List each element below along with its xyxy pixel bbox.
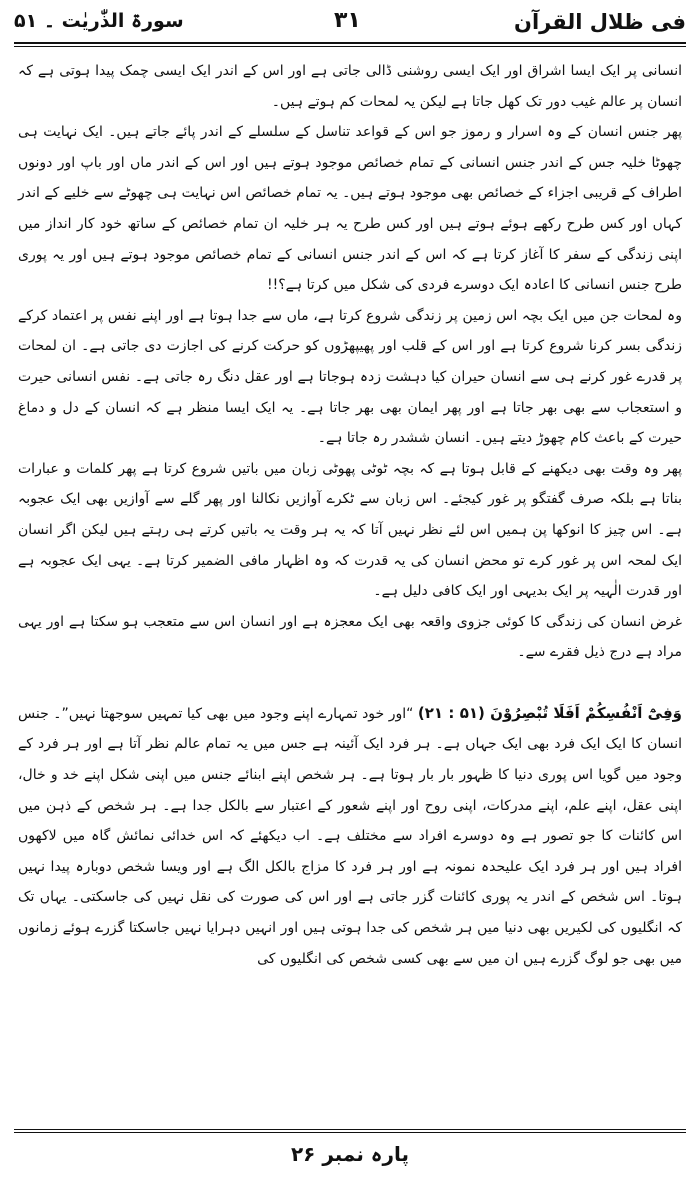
footer-rule [14, 1129, 686, 1130]
page-number: ۳۱ [334, 8, 361, 33]
surah-name: سورۃ الذّٰریٰت ۔ ۵۱ [14, 10, 184, 32]
ayah-paragraph [18, 698, 682, 974]
spacer [18, 668, 682, 698]
ayah-commentary: “اور خود تمہارے اپنے وجود میں بھی کیا تمہیں سوجھتا نہیں”۔ جنس انسان کا ایک ایک فرد بھی ایک جہاں ہے۔ ہر فرد ایک آئینہ ہے جس میں یہ تمام عالم نظر آتا ہے اور ہر فرد کے وجود میں گویا اس پوری دنیا کا ظہور بار بار ہوتا ہے۔ ہر شخص اپنے ابنائے جنس میں اپنی شکل اپنے خد و خال، اپنی عقل، اپنے علم، اپنے مدرکات، اپنی روح اور اپنے شعور کے اعتبار سے بالکل جدا ہے۔ ہر شخص کے ذہن میں اس کائنات کا جو تصور ہے وہ دوسرے افراد سے مختلف ہے۔ اب دیکھئے کہ اس خدائی نمائش گاہ میں لاکھوں افراد ہیں اور ہر فرد ایک علیحدہ نمونہ ہے اور ہر فرد کا مزاج بالکل الگ ہے اور ویسا شخص دوبارہ پیدا نہیں ہوتا۔ اس شخص کے اندر یہ پوری کائنات گزر جاتی ہے اور اس کی صورت کی نقل نہیں کی جاسکتی۔ یہاں تک کہ انگلیوں کی لکیریں بھی دنیا میں ہر شخص کی جدا ہوتی ہیں اور انہیں دہرایا نہیں جاسکتا گزرے ہوئے زمانوں میں بھی جو لوگ گزرے ہیں ان میں سے بھی کسی شخص کی انگلیوں کی [18, 705, 682, 967]
quran-ayah: وَفِیْٓ اَنْفُسِکُمْ اَفَلَا تُبْصِرُوْنَ (۵۱ : ۲۱) [417, 703, 683, 722]
paragraph: انسانی پر ایک ایسا اشراق اور ایک ایسی روشنی ڈالی جاتی ہے اور اس کے اندر ایک ایسی چمک پیدا ہوتی ہے کہ انسان پر عالم غیب دور تک کھل جاتا ہے لیکن یہ لمحات کم ہوتے ہیں۔ [18, 63, 682, 110]
page-header [14, 4, 686, 42]
paragraph: پھر جنس انسان کے وہ اسرار و رموز جو اس کے قواعد تناسل کے سلسلے کے اندر پائے جاتے ہیں۔ ایک نہایت ہی چھوٹا خلیہ جس کے اندر جنس انسانی کے تمام خصائص موجود ہوتے ہیں اور اس کے اندر ماں اور باپ اور دونوں اطراف کے قریبی اجزاء کے خصائص بھی موجود ہوتے ہیں۔ یہ تمام خصائص اس نہایت ہی چھوٹے سے خلیے کے اندر کہاں اور کس طرح رکھے ہوئے ہوتے ہیں اور کس طرح یہ ہر خلیہ ان تمام خصائص کے ساتھ خود کار انداز میں اپنی زندگی کے سفر کا آغاز کرتا ہے کہ اس کے اندر جنس انسانی کے تمام خصائص موجود ہوتے ہیں اور یہ پوری طرح جنس انسانی کا اعادہ ایک دوسرے فردی کی شکل میں کرتا ہے؟!! [18, 124, 682, 294]
paragraph: غرض انسان کی زندگی کا کوئی جزوی واقعہ بھی ایک معجزہ ہے اور انسان اس سے متعجب ہو سکتا ہے اور یہی مراد ہے درج ذیل فقرے سے۔ [18, 613, 682, 661]
body-text [18, 56, 682, 974]
paragraph: پھر وہ وقت بھی دیکھنے کے قابل ہوتا ہے کہ بچہ ٹوٹی پھوٹی زبان میں باتیں شروع کرتا ہے پھر کلمات و عبارات بناتا ہے بلکہ صرف گفتگو پر غور کیجئے۔ اس زبان سے ٹکرے آوازیں نکالنا اور پھر گلے سے آوازیں بھی ایک عجوبہ ہے۔ اس چیز کا انوکھا پن ہمیں اس لئے نظر نہیں آتا کہ یہ ہر وقت یہ باتیں کرتے ہی رہتے ہیں لیکن اگر انسان ایک لمحہ اس پر غور کرے تو محض انسان کی یہ قدرت کہ وہ اظہار مافی الضمیر کرتا ہے۔ یہی ایک عجوبہ ہے اور قدرت الٰہیہ پر ایک بدیہی اور ایک کافی دلیل ہے۔ [18, 460, 682, 600]
book-title: فی ظلال القرآن [514, 10, 686, 34]
header-rule-thin [14, 46, 686, 47]
footer-rule-thin [14, 1132, 686, 1133]
header-rule [14, 42, 686, 44]
paragraph: وہ لمحات جن میں ایک بچہ اس زمین پر زندگی شروع کرتا ہے، ماں سے جدا ہوتا ہے اور اپنے نفس پر اعتماد کرکے زندگی بسر کرنا شروع کرتا ہے اور اس کے قلب اور پھیپھڑوں کو حرکت کرنے کی اجازت دی جاتی ہے۔ ان لمحات پر قدرے غور کرنے ہی سے انسان حیران کیا دہشت زدہ ہوجاتا ہے اور عقل دنگ رہ جاتی ہے۔ نفس انسانی حیرت و استعجاب سے بھی بھر جاتا ہے اور پھر ایمان بھی بھر جاتا ہے۔ یہ ایک ایسا منظر ہے کہ انسان کے دل و دماغ حیرت کے باعث کام چھوڑ دیتے ہیں۔ انسان ششدر رہ جاتا ہے۔ [18, 307, 682, 447]
para-number: پارہ نمبر ۲۶ [290, 1142, 410, 1166]
